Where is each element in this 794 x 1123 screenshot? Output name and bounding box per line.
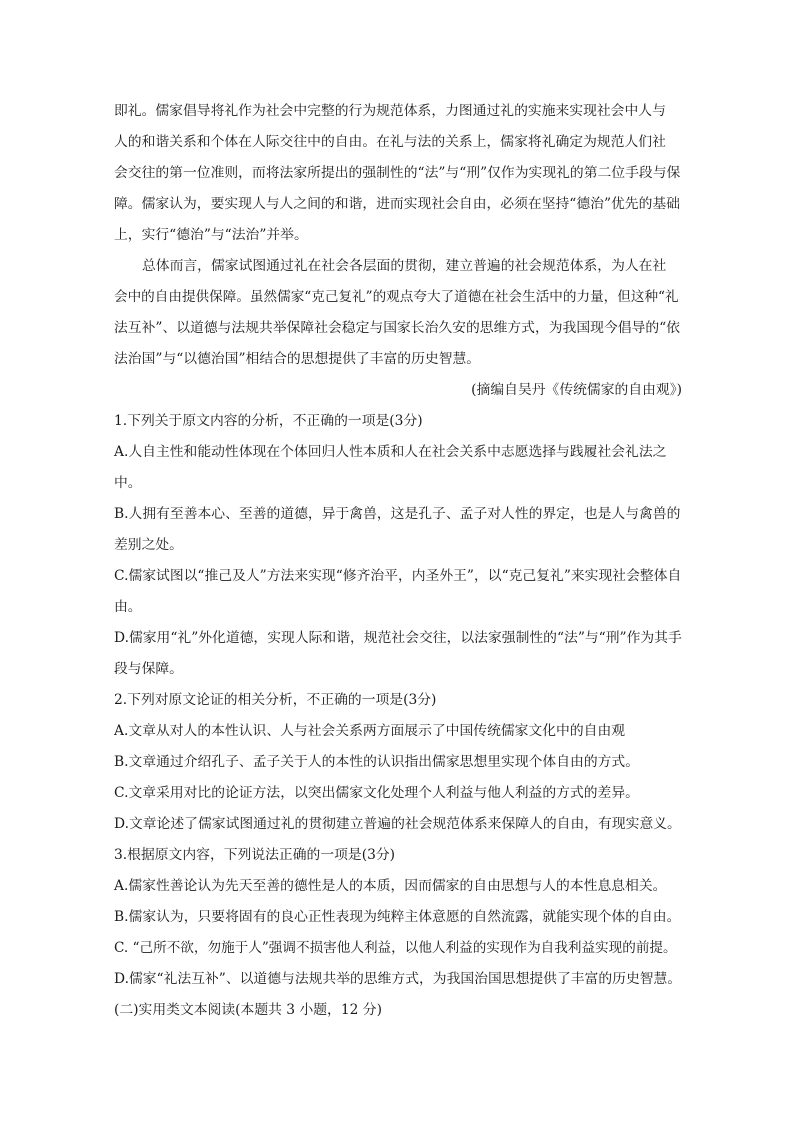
text-line: C.儒家试图以“推己及人”方法来实现“修齐治平，内圣外王”，以“克己复礼”来实现社会整体自 bbox=[114, 568, 682, 584]
text-line: 中。 bbox=[114, 475, 142, 491]
text-line: B.儒家认为，只要将固有的良心正性表现为纯粹主体意愿的自然流露，就能实现个体的自由。 bbox=[114, 909, 681, 925]
text-line: 法治国”与“以德治国”相结合的思想提供了丰富的历史智慧。 bbox=[114, 351, 481, 367]
text-line: (二)实用类文本阅读(本题共 3 小题，12 分) bbox=[114, 1002, 382, 1018]
text-line: 上，实行“德治”与“法治”并举。 bbox=[114, 227, 308, 243]
text-line: D.儒家用“礼”外化道德，实现人际和谐，规范社会交往，以法家强制性的“法”与“刑”作为其手 bbox=[114, 630, 682, 646]
text-line: 2.下列对原文论证的相关分析，不正确的一项是(3分) bbox=[114, 692, 437, 708]
text-line: 法互补”、以道德与法规共举保障社会稳定与国家长治久安的思维方式，为我国现今倡导的“依 bbox=[114, 320, 680, 336]
text-line: 1.下列关于原文内容的分析，不正确的一项是(3分) bbox=[114, 413, 423, 429]
text-line: (摘编自吴丹《传统儒家的自由观》) bbox=[471, 382, 682, 398]
text-line: 由。 bbox=[114, 599, 142, 615]
text-line: B.人拥有至善本心、至善的道德，异于禽兽，这是孔子、孟子对人性的界定，也是人与禽兽的 bbox=[114, 506, 681, 522]
text-line: 3.根据原文内容，下列说法正确的一项是(3分) bbox=[114, 847, 396, 863]
text-line: 障。儒家认为，要实现人与人之间的和谐，进而实现社会自由，必须在坚持“德治”优先的基础 bbox=[114, 196, 680, 212]
text-line: D.文章论述了儒家试图通过礼的贯彻建立普遍的社会规范体系来保障人的自由，有现实意义。 bbox=[114, 816, 681, 832]
text-line: C. “己所不欲，勿施于人”强调不损害他人利益，以他人利益的实现作为自我利益实现的前提。 bbox=[114, 940, 677, 956]
text-line: 人的和谐关系和个体在人际交往中的自由。在礼与法的关系上，儒家将礼确定为规范人们社 bbox=[114, 134, 666, 150]
text-line: 会交往的第一位准则，而将法家所提出的强制性的“法”与“刑”仅作为实现礼的第二位手段与保 bbox=[114, 165, 681, 181]
document-body bbox=[114, 96, 682, 1026]
text-line: 总体而言，儒家试图通过礼在社会各层面的贯彻，建立普遍的社会规范体系，为人在社 bbox=[142, 258, 667, 274]
text-line: A.人自主性和能动性体现在个体回归人性本质和人在社会关系中志愿选择与践履社会礼法之 bbox=[114, 444, 667, 460]
text-line: A.儒家性善论认为先天至善的德性是人的本质，因而儒家的自由思想与人的本性息息相关。 bbox=[114, 878, 667, 894]
text-line: 段与保障。 bbox=[114, 661, 183, 677]
text-line: D.儒家“礼法互补”、以道德与法规共举的思维方式，为我国治国思想提供了丰富的历史智慧。 bbox=[114, 971, 682, 987]
text-line: 会中的自由提供保障。虽然儒家“克己复礼”的观点夸大了道德在社会生活中的力量，但这种“礼 bbox=[114, 289, 679, 305]
text-line: B.文章通过介绍孔子、孟子关于人的本性的认识指出儒家思想里实现个体自由的方式。 bbox=[114, 754, 640, 770]
text-line: 即礼。儒家倡导将礼作为社会中完整的行为规范体系，力图通过礼的实施来实现社会中人与 bbox=[114, 103, 666, 119]
text-line: 差别之处。 bbox=[114, 537, 183, 553]
text-line: A.文章从对人的本性认识、人与社会关系两方面展示了中国传统儒家文化中的自由观 bbox=[114, 723, 626, 739]
text-line: C.文章采用对比的论证方法，以突出儒家文化处理个人利益与他人利益的方式的差异。 bbox=[114, 785, 639, 801]
